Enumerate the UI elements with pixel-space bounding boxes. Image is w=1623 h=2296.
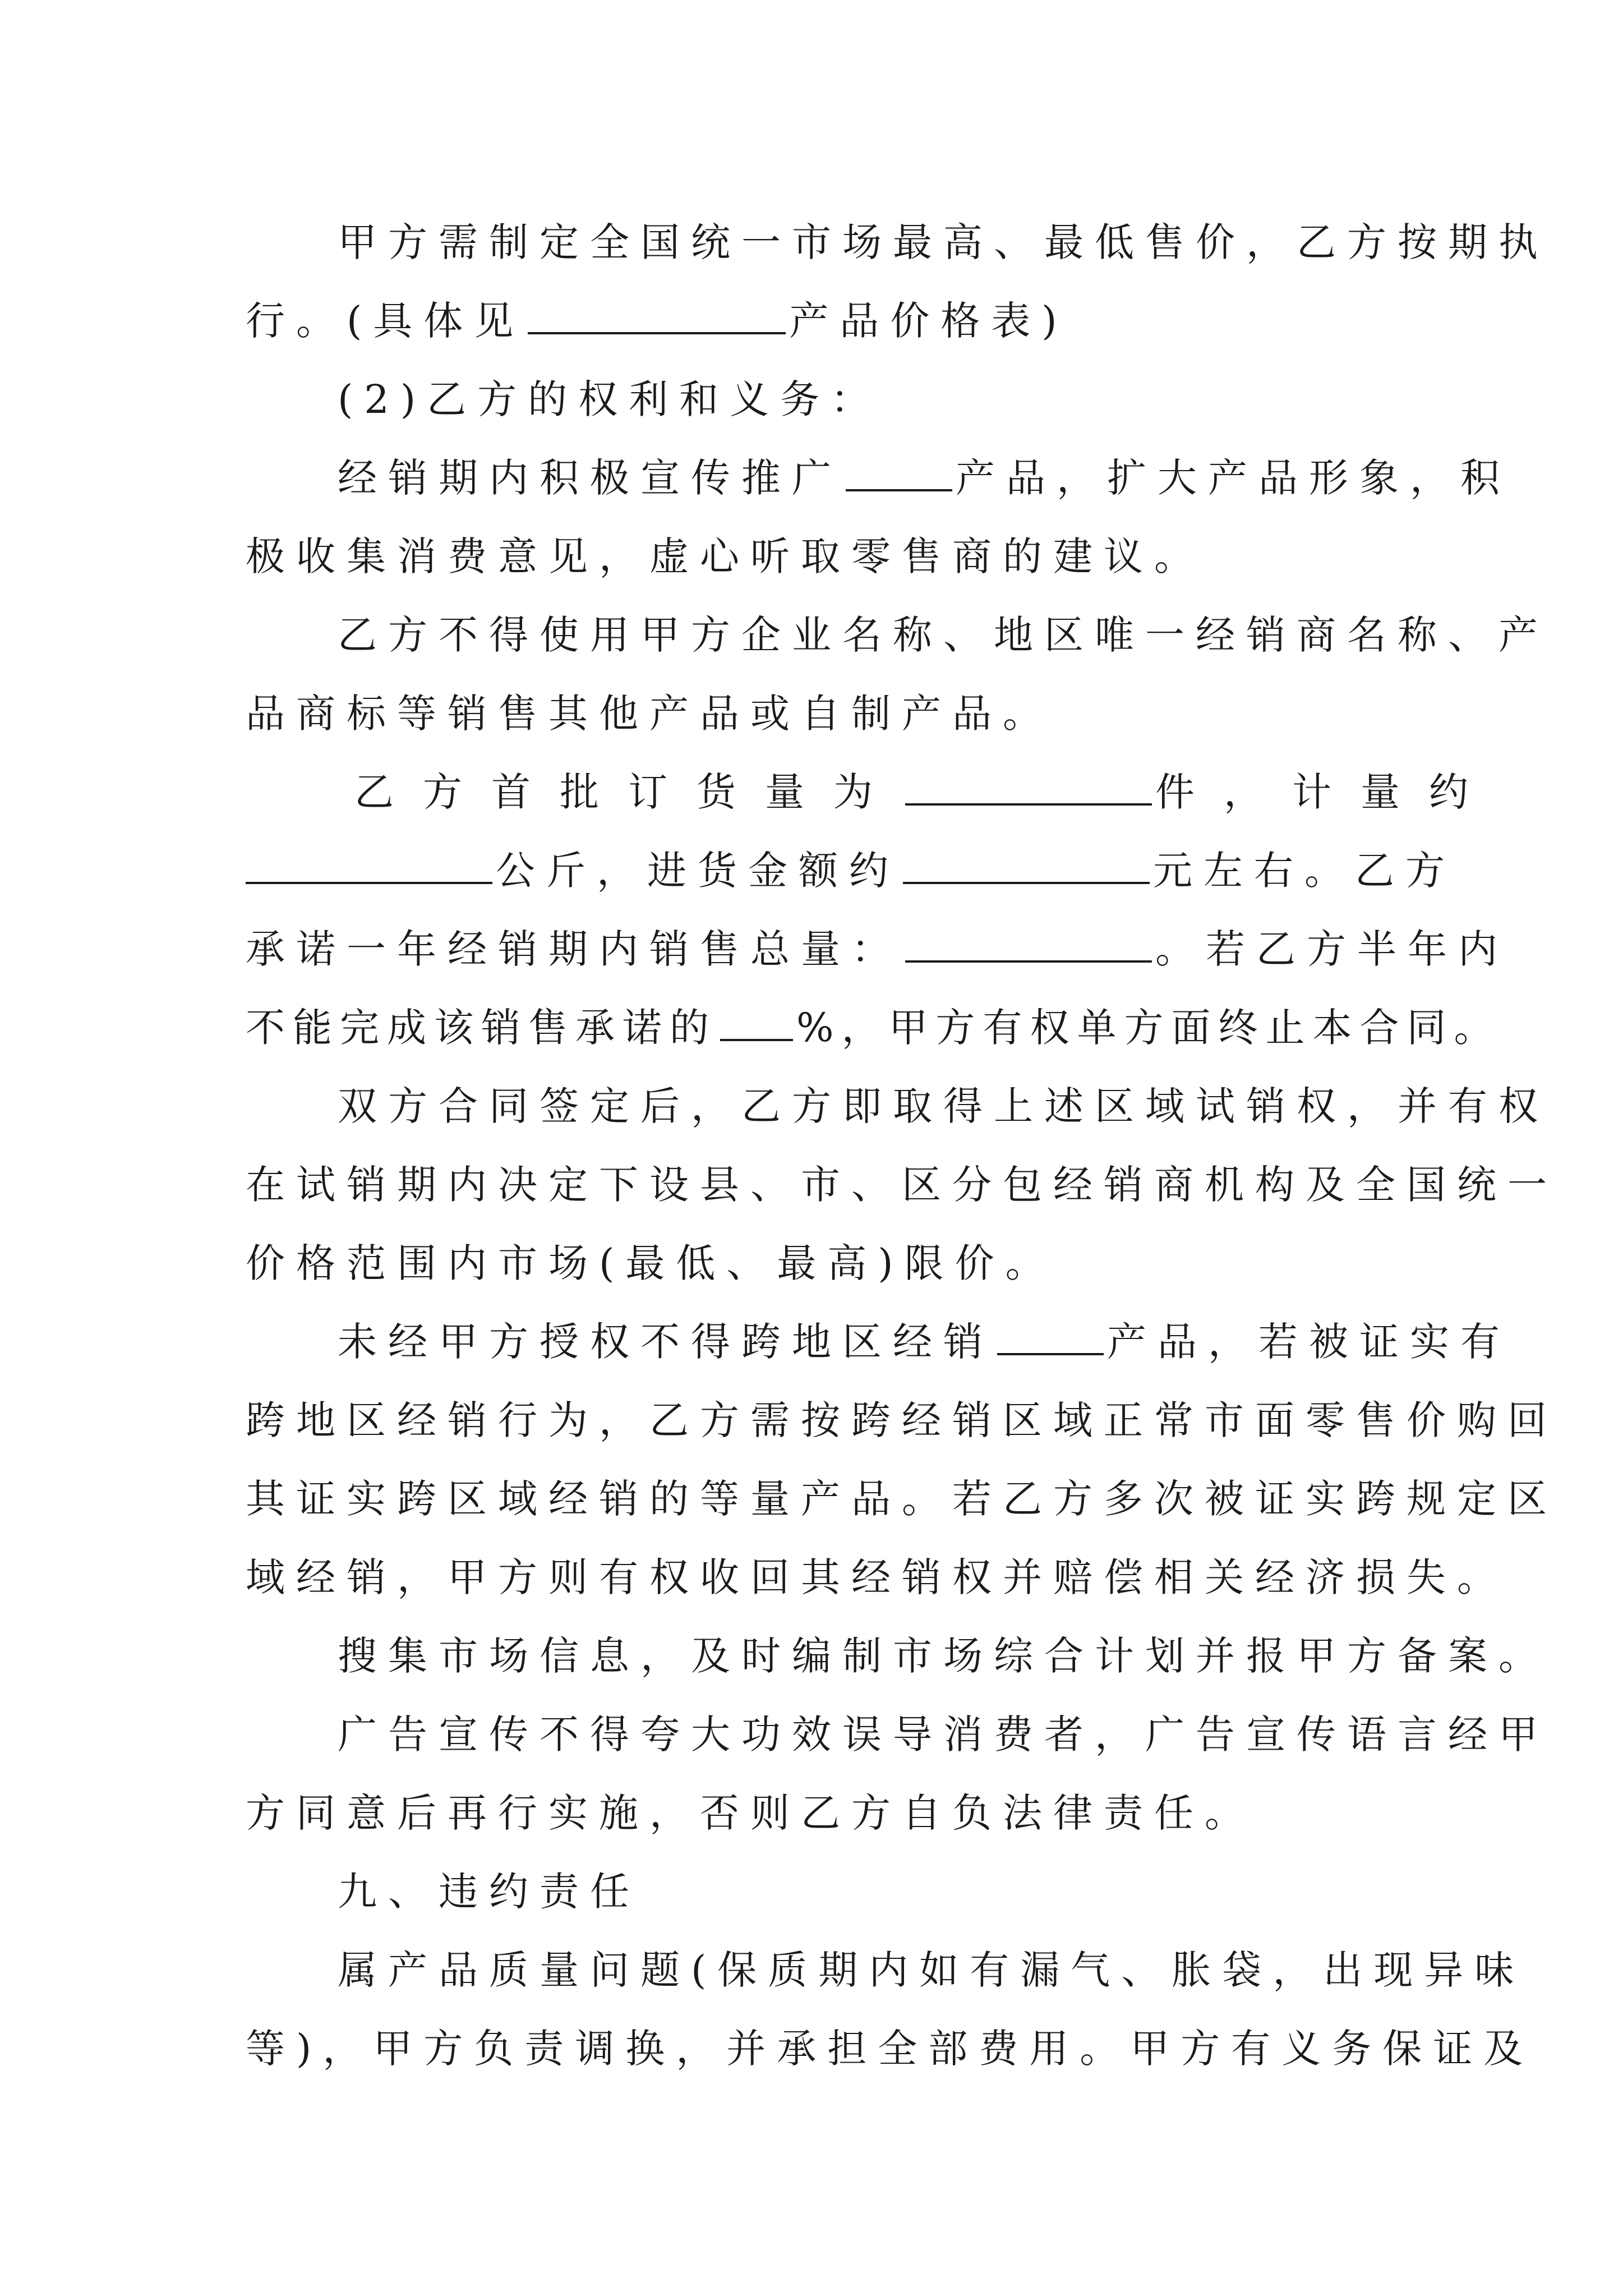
fill-in-blank[interactable] — [997, 1314, 1104, 1355]
paragraph-line — [338, 1617, 1549, 1695]
paragraph-line — [246, 1538, 1507, 1617]
fill-in-blank[interactable] — [905, 921, 1152, 963]
paragraph-line — [338, 1931, 1525, 2009]
paragraph-line — [338, 203, 1549, 282]
paragraph-line — [338, 1067, 1549, 1145]
text: 九、违约责任 — [338, 1869, 640, 1915]
paragraph-line — [246, 831, 1456, 910]
text: 件，计量约 — [1155, 769, 1497, 815]
text: %，甲方有权单方面终止本合同。 — [796, 1005, 1501, 1051]
text: 不能完成该销售承诺的 — [246, 1005, 717, 1051]
text: 公斤，进货金额约 — [496, 848, 900, 894]
fill-in-blank[interactable] — [905, 764, 1152, 806]
paragraph-line — [246, 674, 1053, 753]
fill-in-blank[interactable] — [720, 1000, 793, 1041]
paragraph-line — [246, 1145, 1558, 1224]
text: 广告宣传不得夸大功效误导消费者，广告宣传语言经甲 — [338, 1711, 1549, 1757]
paragraph-line — [246, 282, 1068, 360]
text: 其证实跨区域经销的等量产品。若乙方多次被证实跨规定区 — [246, 1476, 1558, 1522]
section-heading — [338, 1852, 640, 1931]
text: 产品，扩大产品形象，积 — [956, 455, 1511, 501]
paragraph-line — [246, 1224, 1056, 1303]
fill-in-blank[interactable] — [246, 843, 492, 884]
text: 承诺一年经销期内销售总量： — [246, 926, 902, 972]
text: 品商标等销售其他产品或自制产品。 — [246, 691, 1053, 737]
text: 搜集市场信息，及时编制市场综合计划并报甲方备案。 — [338, 1633, 1549, 1679]
paragraph-line — [246, 1460, 1558, 1538]
paragraph-line — [338, 1695, 1549, 1774]
text: 产品，若被证实有 — [1107, 1319, 1511, 1365]
text: 元左右。乙方 — [1153, 848, 1456, 894]
fill-in-blank[interactable] — [846, 450, 952, 491]
paragraph-line — [246, 753, 1497, 831]
section-heading — [338, 360, 881, 439]
text: 跨地区经销行为，乙方需按跨经销区域正常市面零售价购回 — [246, 1397, 1558, 1443]
text: 双方合同签定后，乙方即取得上述区域试销权，并有权 — [338, 1083, 1549, 1129]
text: 价格范围内市场(最低、最高)限价。 — [246, 1240, 1056, 1286]
text: 域经销，甲方则有权收回其经销权并赔偿相关经济损失。 — [246, 1554, 1507, 1600]
paragraph-line — [246, 988, 1501, 1067]
fill-in-blank[interactable] — [903, 843, 1150, 884]
text: 乙方不得使用甲方企业名称、地区唯一经销商名称、产 — [338, 612, 1549, 658]
text: 产品价格表) — [789, 298, 1068, 344]
paragraph-line — [246, 2009, 1534, 2088]
paragraph-line — [246, 1381, 1558, 1460]
text: 属产品质量问题(保质期内如有漏气、胀袋，出现异味 — [338, 1947, 1525, 1993]
paragraph-line — [338, 439, 1511, 517]
text: 乙方首批订货量为 — [354, 769, 902, 815]
text: 方同意后再行实施，否则乙方自负法律责任。 — [246, 1790, 1255, 1836]
paragraph-line — [246, 1774, 1255, 1852]
text: 甲方需制定全国统一市场最高、最低售价，乙方按期执 — [338, 219, 1549, 265]
paragraph-line — [246, 517, 1205, 596]
text: 经销期内积极宣传推广 — [338, 455, 842, 501]
text: 行。(具体见 — [246, 298, 525, 344]
text: 等)，甲方负责调换，并承担全部费用。甲方有义务保证及 — [246, 2026, 1534, 2072]
paragraph-line — [338, 1303, 1511, 1381]
paragraph-line — [338, 596, 1549, 674]
fill-in-blank[interactable] — [528, 293, 786, 334]
text: 极收集消费意见，虚心听取零售商的建议。 — [246, 533, 1205, 579]
text: 。若乙方半年内 — [1155, 926, 1509, 972]
paragraph-line — [246, 910, 1509, 988]
text: 在试销期内决定下设县、市、区分包经销商机构及全国统一 — [246, 1162, 1558, 1208]
text: (2)乙方的权利和义务： — [338, 376, 882, 422]
text: 未经甲方授权不得跨地区经销 — [338, 1319, 994, 1365]
